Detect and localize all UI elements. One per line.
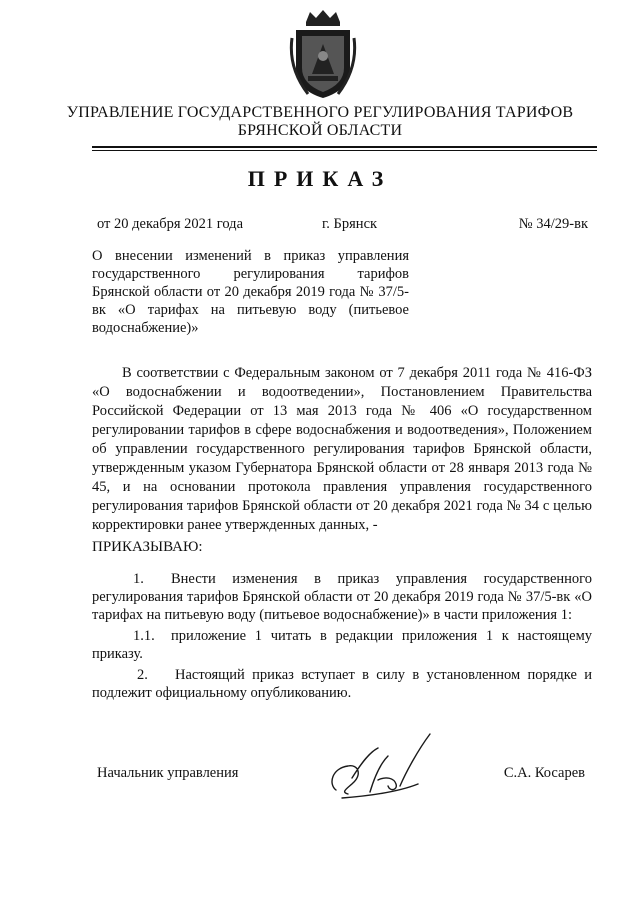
header-divider-thick [92,146,597,148]
order-item-2 [92,666,592,702]
signatory-position: Начальник управления [97,765,239,781]
item-text: Внести изменения в приказ управления государственного регулирования тарифов Брянской области от 20 декабря 2019 года № 37/5-вк «О тарифах на питьевую воду (питьевое водоснабжение)» в части приложения 1: [92,571,592,623]
item-text: приложение 1 читать в редакции приложения 1 к настоящему приказу. [92,628,592,662]
signatory-name: С.А. Косарев [503,765,585,781]
header-divider-thin [92,150,597,151]
order-keyword: ПРИКАЗЫВАЮ: [92,539,203,555]
coat-of-arms-icon [288,8,358,100]
order-preamble: В соответствии с Федеральным законом от 7 декабря 2011 года № 416-ФЗ «О водоснабжении и водоотведении», Постановлением Правительства Российской Федерации от 13 мая 2013 года № 406 «О государственном регулировании тарифов в сфере водоснабжения и водоотведения», Положением об управлении государственного регулирования тарифов Брянской области, утвержденным указом Губернатора Брянской области от 28 января 2013 года № 45, и на основании протокола правления управления государственного регулирования тарифов Брянской области от 20 декабря 2021 года № 34 с целью корректировки ранее утвержденных данных, - [92,365,592,533]
order-item-1 [92,570,592,624]
item-text: Настоящий приказ вступает в силу в установленном порядке и подлежит официальному опубликованию. [92,667,592,701]
order-date: от 20 декабря 2021 года [97,216,243,232]
order-number: № 34/29-вк [518,216,588,232]
order-item-1-1 [92,627,592,663]
organization-name-line2: БРЯНСКОЙ ОБЛАСТИ [237,122,403,139]
organization-name-line1: УПРАВЛЕНИЕ ГОСУДАРСТВЕННОГО РЕГУЛИРОВАНИЯ ТАРИФОВ [66,104,574,121]
document-title: ПРИКАЗ [247,166,393,191]
order-subject: О внесении изменений в приказ управления государственного регулирования тарифов Брянской области от 20 декабря 2019 года № 37/5-вк «О тарифах на питьевую воду (питьевое водоснабжение)» [92,248,409,336]
signature-icon [318,728,438,808]
order-city: г. Брянск [322,216,378,232]
order-items [92,570,592,705]
item-number: 2. [137,667,148,683]
item-number: 1. [133,571,144,587]
item-number: 1.1. [133,628,155,644]
